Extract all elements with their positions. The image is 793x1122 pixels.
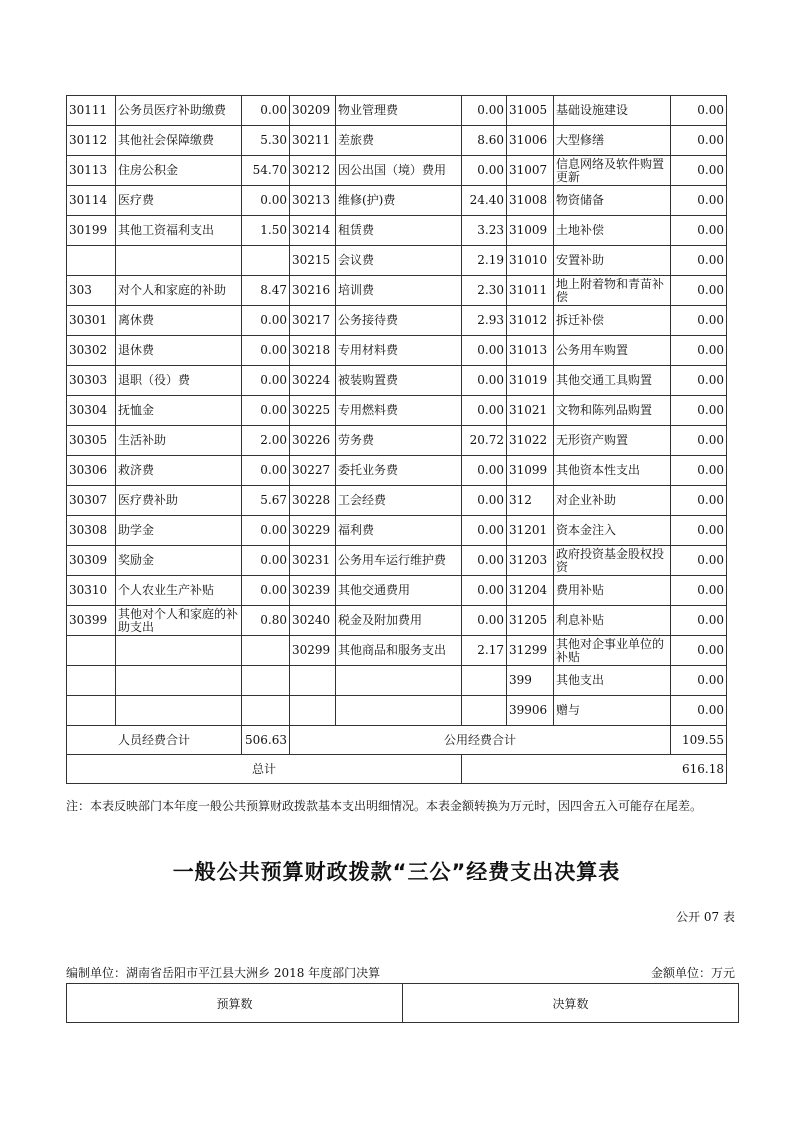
cell-item-a: 其他对个人和家庭的补助支出 [116, 606, 242, 636]
cell-code-b: 30214 [290, 216, 336, 246]
cell-code-c: 31022 [507, 426, 554, 456]
cell-code-a: 30307 [67, 486, 116, 516]
cell-amount-b: 0.00 [462, 366, 507, 396]
cell-item-a: 抚恤金 [116, 396, 242, 426]
cell-amount-a: 5.30 [242, 126, 290, 156]
cell-amount-a [242, 696, 290, 726]
form-number: 公开 07 表 [676, 910, 735, 924]
cell-item-b: 工会经费 [336, 486, 462, 516]
cell-amount-b: 8.60 [462, 126, 507, 156]
section-title: 一般公共预算财政拨款“三公”经费支出决算表 [172, 860, 621, 884]
cell-item-c: 安置补助 [554, 246, 671, 276]
cell-amount-c: 0.00 [671, 306, 727, 336]
cell-code-c: 31009 [507, 216, 554, 246]
table-row [67, 396, 727, 426]
cell-code-b: 30228 [290, 486, 336, 516]
cell-amount-c: 0.00 [671, 696, 727, 726]
cell-amount-b: 2.19 [462, 246, 507, 276]
table-row [67, 456, 727, 486]
table-row [67, 546, 727, 576]
grand-total-label: 总计 [67, 755, 462, 784]
cell-amount-a: 0.00 [242, 366, 290, 396]
cell-code-b: 30240 [290, 606, 336, 636]
cell-amount-c: 0.00 [671, 426, 727, 456]
cell-amount-a: 1.50 [242, 216, 290, 246]
cell-amount-c: 0.00 [671, 606, 727, 636]
cell-amount-b: 0.00 [462, 156, 507, 186]
cell-code-a [67, 636, 116, 666]
cell-item-a: 医疗费 [116, 186, 242, 216]
cell-item-b: 公务接待费 [336, 306, 462, 336]
cell-code-c: 31204 [507, 576, 554, 606]
cell-amount-c: 0.00 [671, 396, 727, 426]
table-note: 注：本表反映部门本年度一般公共预算财政拨款基本支出明细情况。本表金额转换为万元时，因四舍五入可能存在尾差。 [66, 799, 703, 813]
cell-code-a: 30113 [67, 156, 116, 186]
cell-item-c: 地上附着物和青苗补偿 [554, 276, 671, 306]
cell-amount-c: 0.00 [671, 546, 727, 576]
cell-item-b: 税金及附加费用 [336, 606, 462, 636]
cell-code-b: 30299 [290, 636, 336, 666]
cell-item-b: 专用材料费 [336, 336, 462, 366]
cell-amount-a: 5.67 [242, 486, 290, 516]
cell-item-c: 公务用车购置 [554, 336, 671, 366]
cell-code-a: 30304 [67, 396, 116, 426]
public-total-value: 109.55 [671, 726, 727, 755]
cell-amount-b: 0.00 [462, 396, 507, 426]
cell-code-b: 30224 [290, 366, 336, 396]
cell-item-a: 离休费 [116, 306, 242, 336]
cell-amount-a: 0.00 [242, 96, 290, 126]
cell-item-b: 会议费 [336, 246, 462, 276]
cell-code-b: 30227 [290, 456, 336, 486]
cell-amount-c: 0.00 [671, 576, 727, 606]
cell-code-c: 31203 [507, 546, 554, 576]
cell-code-c: 31299 [507, 636, 554, 666]
cell-code-b: 30226 [290, 426, 336, 456]
cell-code-a: 303 [67, 276, 116, 306]
cell-code-c: 31201 [507, 516, 554, 546]
cell-code-a: 30199 [67, 216, 116, 246]
personnel-total-label: 人员经费合计 [67, 726, 242, 755]
cell-code-c: 31099 [507, 456, 554, 486]
cell-code-c: 31006 [507, 126, 554, 156]
cell-code-c: 31021 [507, 396, 554, 426]
cell-amount-b: 3.23 [462, 216, 507, 246]
cell-item-c: 物资储备 [554, 186, 671, 216]
table-row [67, 306, 727, 336]
cell-item-a: 退职（役）费 [116, 366, 242, 396]
cell-code-b: 30211 [290, 126, 336, 156]
cell-code-c: 31012 [507, 306, 554, 336]
basic-expenditure-detail-table [66, 95, 727, 784]
cell-item-c: 拆迁补偿 [554, 306, 671, 336]
cell-amount-a: 0.00 [242, 336, 290, 366]
cell-amount-b: 2.93 [462, 306, 507, 336]
cell-code-b: 30212 [290, 156, 336, 186]
cell-amount-b: 0.00 [462, 336, 507, 366]
cell-code-c: 31007 [507, 156, 554, 186]
cell-amount-b: 20.72 [462, 426, 507, 456]
cell-item-b: 福利费 [336, 516, 462, 546]
cell-code-b: 30218 [290, 336, 336, 366]
cell-amount-a [242, 246, 290, 276]
cell-code-a: 30114 [67, 186, 116, 216]
cell-item-a: 公务员医疗补助缴费 [116, 96, 242, 126]
cell-code-a: 30111 [67, 96, 116, 126]
cell-amount-c: 0.00 [671, 156, 727, 186]
cell-item-b [336, 696, 462, 726]
table-row [67, 216, 727, 246]
cell-amount-b: 0.00 [462, 456, 507, 486]
cell-amount-b: 24.40 [462, 186, 507, 216]
cell-code-a [67, 696, 116, 726]
cell-item-a: 个人农业生产补贴 [116, 576, 242, 606]
cell-code-b [290, 696, 336, 726]
cell-code-c: 312 [507, 486, 554, 516]
cell-item-c: 赠与 [554, 696, 671, 726]
cell-item-a: 救济费 [116, 456, 242, 486]
cell-item-a: 医疗费补助 [116, 486, 242, 516]
cell-item-c: 土地补偿 [554, 216, 671, 246]
cell-item-c: 无形资产购置 [554, 426, 671, 456]
cell-amount-b [462, 666, 507, 696]
cell-code-b: 30231 [290, 546, 336, 576]
budget-column-header: 预算数 [67, 984, 403, 1023]
cell-item-b: 维修(护)费 [336, 186, 462, 216]
cell-item-a: 奖励金 [116, 546, 242, 576]
cell-amount-c: 0.00 [671, 126, 727, 156]
cell-amount-a: 0.80 [242, 606, 290, 636]
cell-item-c: 信息网络及软件购置更新 [554, 156, 671, 186]
compiling-unit: 编制单位：湖南省岳阳市平江县大洲乡 2018 年度部门决算 [66, 966, 381, 980]
cell-amount-a: 0.00 [242, 186, 290, 216]
cell-item-b [336, 666, 462, 696]
cell-code-b: 30225 [290, 396, 336, 426]
cell-code-c: 31008 [507, 186, 554, 216]
cell-code-a: 30399 [67, 606, 116, 636]
cell-item-b: 公务用车运行维护费 [336, 546, 462, 576]
cell-amount-a: 0.00 [242, 396, 290, 426]
cell-code-c: 39906 [507, 696, 554, 726]
cell-item-b: 租赁费 [336, 216, 462, 246]
grand-total-row [67, 755, 727, 784]
cell-code-a: 30310 [67, 576, 116, 606]
cell-code-a: 30302 [67, 336, 116, 366]
cell-amount-c: 0.00 [671, 276, 727, 306]
cell-amount-b: 0.00 [462, 486, 507, 516]
cell-amount-b: 0.00 [462, 546, 507, 576]
table-row [67, 696, 727, 726]
cell-amount-a: 0.00 [242, 546, 290, 576]
cell-item-a [116, 636, 242, 666]
cell-item-a: 其他社会保障缴费 [116, 126, 242, 156]
cell-amount-b: 2.17 [462, 636, 507, 666]
table-row [67, 336, 727, 366]
cell-amount-c: 0.00 [671, 636, 727, 666]
table-row [67, 96, 727, 126]
cell-item-b: 差旅费 [336, 126, 462, 156]
table-row [67, 666, 727, 696]
cell-amount-b: 0.00 [462, 96, 507, 126]
cell-amount-a: 0.00 [242, 576, 290, 606]
cell-amount-b: 0.00 [462, 576, 507, 606]
cell-item-c: 其他交通工具购置 [554, 366, 671, 396]
cell-item-c: 其他支出 [554, 666, 671, 696]
cell-item-a: 其他工资福利支出 [116, 216, 242, 246]
cell-amount-c: 0.00 [671, 186, 727, 216]
cell-code-c: 31205 [507, 606, 554, 636]
cell-code-c: 31011 [507, 276, 554, 306]
cell-amount-a: 0.00 [242, 516, 290, 546]
cell-item-b: 委托业务费 [336, 456, 462, 486]
table-row [67, 126, 727, 156]
cell-item-c: 大型修缮 [554, 126, 671, 156]
cell-amount-b [462, 696, 507, 726]
table-row [67, 246, 727, 276]
cell-amount-c: 0.00 [671, 96, 727, 126]
cell-code-a: 30306 [67, 456, 116, 486]
cell-item-c: 利息补贴 [554, 606, 671, 636]
cell-amount-a: 2.00 [242, 426, 290, 456]
table-row [67, 276, 727, 306]
cell-item-c: 对企业补助 [554, 486, 671, 516]
cell-code-b: 30216 [290, 276, 336, 306]
cell-item-b: 被装购置费 [336, 366, 462, 396]
table-row [67, 606, 727, 636]
cell-amount-c: 0.00 [671, 516, 727, 546]
summary-header-row [67, 984, 739, 1023]
cell-item-b: 因公出国（境）费用 [336, 156, 462, 186]
cell-item-c: 文物和陈列品购置 [554, 396, 671, 426]
final-column-header: 决算数 [403, 984, 739, 1023]
cell-code-a: 30308 [67, 516, 116, 546]
cell-code-c: 399 [507, 666, 554, 696]
cell-code-a [67, 246, 116, 276]
cell-item-c: 其他对企事业单位的补贴 [554, 636, 671, 666]
cell-item-b: 劳务费 [336, 426, 462, 456]
personnel-total-value: 506.63 [242, 726, 290, 755]
cell-item-b: 培训费 [336, 276, 462, 306]
public-total-label: 公用经费合计 [290, 726, 671, 755]
cell-amount-c: 0.00 [671, 666, 727, 696]
cell-amount-a: 54.70 [242, 156, 290, 186]
cell-code-a: 30305 [67, 426, 116, 456]
cell-item-a [116, 666, 242, 696]
table-row [67, 486, 727, 516]
cell-amount-c: 0.00 [671, 456, 727, 486]
cell-code-c: 31010 [507, 246, 554, 276]
three-public-expenses-table [66, 983, 739, 1023]
cell-code-a [67, 666, 116, 696]
table-row [67, 636, 727, 666]
cell-code-b: 30239 [290, 576, 336, 606]
table-row [67, 426, 727, 456]
cell-item-b: 其他交通费用 [336, 576, 462, 606]
cell-amount-a [242, 666, 290, 696]
cell-code-b: 30209 [290, 96, 336, 126]
cell-amount-a [242, 636, 290, 666]
cell-item-c: 其他资本性支出 [554, 456, 671, 486]
amount-unit: 金额单位：万元 [650, 966, 735, 980]
cell-item-a: 退休费 [116, 336, 242, 366]
cell-item-b: 专用燃料费 [336, 396, 462, 426]
cell-item-c: 资本金注入 [554, 516, 671, 546]
cell-code-b: 30229 [290, 516, 336, 546]
cell-item-a: 对个人和家庭的补助 [116, 276, 242, 306]
table-row [67, 576, 727, 606]
cell-amount-c: 0.00 [671, 366, 727, 396]
cell-item-a [116, 696, 242, 726]
cell-amount-a: 0.00 [242, 306, 290, 336]
cell-item-b: 其他商品和服务支出 [336, 636, 462, 666]
cell-code-a: 30301 [67, 306, 116, 336]
cell-code-b [290, 666, 336, 696]
cell-code-a: 30309 [67, 546, 116, 576]
cell-item-b: 物业管理费 [336, 96, 462, 126]
table-row [67, 516, 727, 546]
cell-code-c: 31019 [507, 366, 554, 396]
cell-code-a: 30303 [67, 366, 116, 396]
cell-code-b: 30215 [290, 246, 336, 276]
cell-amount-c: 0.00 [671, 246, 727, 276]
subtotal-row [67, 726, 727, 755]
cell-item-a [116, 246, 242, 276]
cell-item-a: 住房公积金 [116, 156, 242, 186]
cell-code-c: 31013 [507, 336, 554, 366]
cell-amount-b: 2.30 [462, 276, 507, 306]
table-row [67, 156, 727, 186]
cell-amount-b: 0.00 [462, 606, 507, 636]
cell-code-c: 31005 [507, 96, 554, 126]
cell-item-c: 费用补贴 [554, 576, 671, 606]
cell-item-a: 生活补助 [116, 426, 242, 456]
cell-code-b: 30213 [290, 186, 336, 216]
cell-amount-a: 0.00 [242, 456, 290, 486]
cell-amount-c: 0.00 [671, 486, 727, 516]
cell-amount-b: 0.00 [462, 516, 507, 546]
cell-amount-c: 0.00 [671, 336, 727, 366]
cell-code-a: 30112 [67, 126, 116, 156]
cell-code-b: 30217 [290, 306, 336, 336]
detail-table-body [67, 96, 727, 726]
cell-amount-a: 8.47 [242, 276, 290, 306]
cell-item-c: 政府投资基金股权投资 [554, 546, 671, 576]
cell-item-a: 助学金 [116, 516, 242, 546]
table-row [67, 366, 727, 396]
table-row [67, 186, 727, 216]
cell-amount-c: 0.00 [671, 216, 727, 246]
grand-total-value: 616.18 [462, 755, 727, 784]
cell-item-c: 基础设施建设 [554, 96, 671, 126]
